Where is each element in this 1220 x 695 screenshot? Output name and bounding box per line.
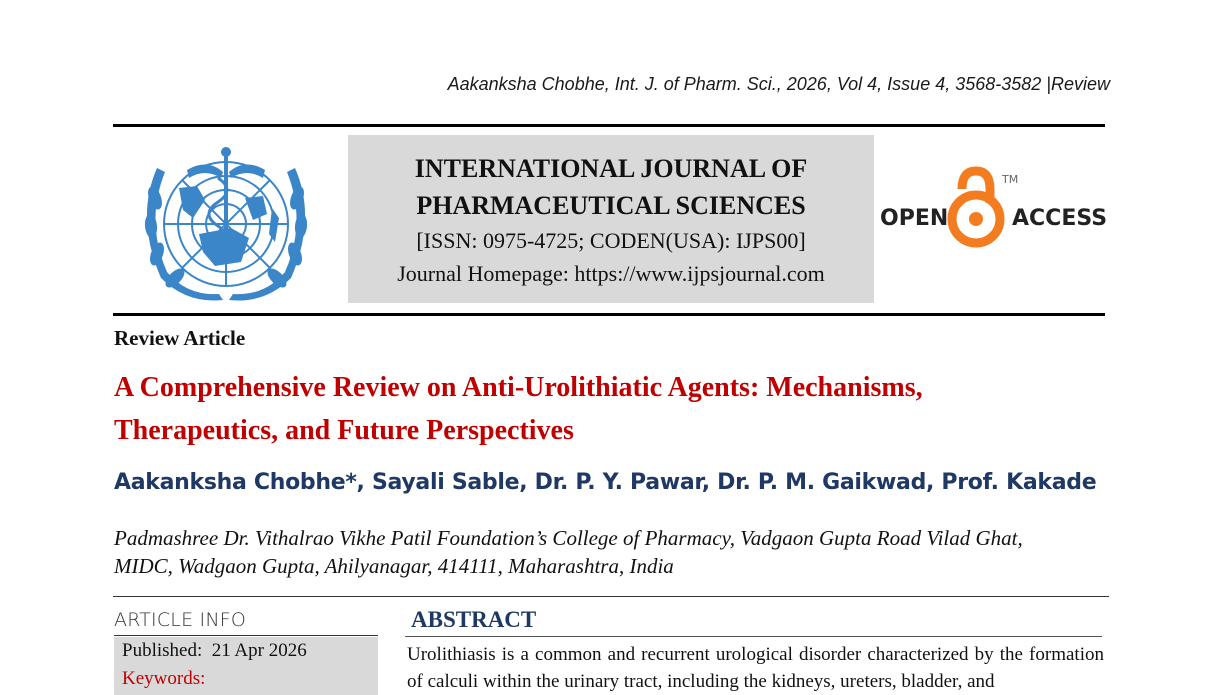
abstract-heading: ABSTRACT [411,607,537,632]
affiliation-line2: MIDC, Wadgaon Gupta, Ahilyanagar, 414111, Maharashtra, India [114,554,674,578]
journal-masthead-box [348,135,874,303]
masthead-bottom-rule [113,313,1105,316]
abstract-body: Urolithiasis is a common and recurrent urological disorder characterized by the formation of calculi within the urinary tract, including the kidneys, ureters, bladder, and [407,644,1104,692]
article-title [114,366,1114,452]
affiliation-line1: Padmashree Dr. Vithalrao Vikhe Patil Foundation’s College of Pharmacy, Vadgaon Gupta Road Vilad Ghat, [114,526,1023,550]
journal-homepage[interactable]: Journal Homepage: https://www.ijpsjournal.com [397,261,825,286]
article-info-underline [114,635,378,636]
keywords-label: Keywords: [122,668,206,689]
issn-line: [ISSN: 0975-4725; CODEN(USA): IJPS00] [416,228,806,253]
affiliation [114,524,1114,580]
journal-title-line1: INTERNATIONAL JOURNAL OF [414,154,808,183]
info-section-rule [113,596,1109,597]
open-access-logo [880,165,1110,255]
journal-title-line2: PHARMACEUTICAL SCIENCES [416,191,806,220]
title-line2: Therapeutics, and Future Perspectives [114,415,574,446]
abstract-underline [405,636,1102,637]
article-type-label: Review Article [114,326,246,350]
trademark-text: TM [1002,173,1019,186]
journal-emblem-icon [127,138,325,306]
article-info-box [114,637,378,695]
top-rule [113,124,1105,127]
article-info-heading: ARTICLE INFO [114,609,247,631]
running-header: Aakanksha Chobhe, Int. J. of Pharm. Sci., 2026, Vol 4, Issue 4, 3568-3582 |Review [447,74,1110,94]
open-text: OPEN [880,206,949,231]
published-date: Published: 21 Apr 2026 [122,640,307,661]
open-lock-icon [952,171,1000,243]
title-line1: A Comprehensive Review on Anti-Urolithiatic Agents: Mechanisms, [114,372,923,403]
author-list: Aakanksha Chobhe*, Sayali Sable, Dr. P. Y. Pawar, Dr. P. M. Gaikwad, Prof. Kakade [114,470,1097,495]
access-text: ACCESS [1012,206,1108,231]
